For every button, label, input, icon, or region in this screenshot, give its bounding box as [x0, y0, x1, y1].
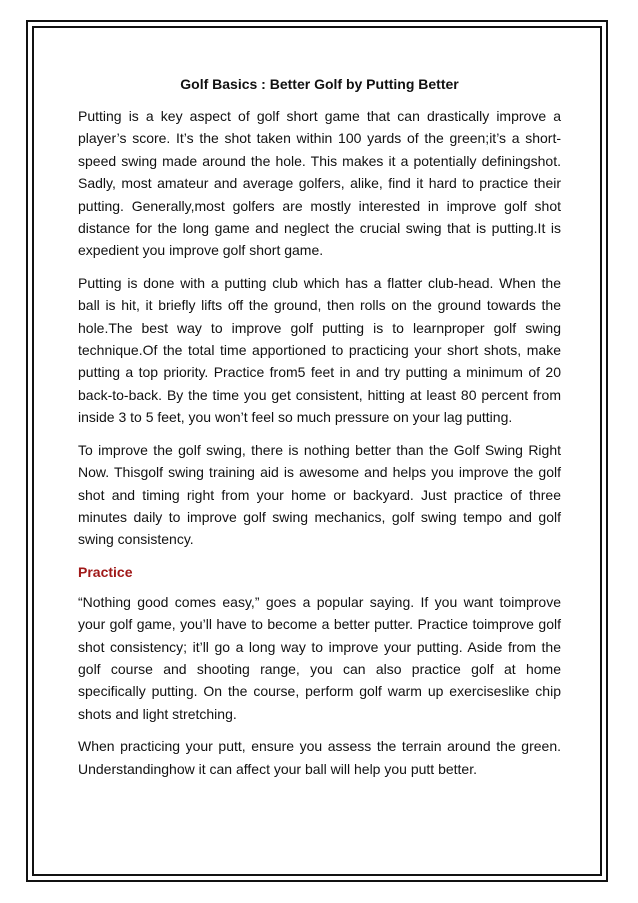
- paragraph-putting-technique: Putting is done with a putting club which has a flatter club-head. When the ball is hit, it briefly lifts off the ground, then rolls on the ground towards the hole.The best way to improve golf putting is to learnproper golf swing technique.Of the total time apportioned to practicing your short shots, make putting a top priority. Practice from5 feet in and try putting a minimum of 20 back-to-back. By the time you get consistent, hitting at least 80 percent from inside 3 to 5 feet, you won’t feel so much pressure on your lag putting.: [78, 274, 561, 426]
- section-heading-practice: Practice: [78, 563, 133, 580]
- document-body: [78, 74, 561, 790]
- paragraph-putting-intro: Putting is a key aspect of golf short game that can drastically improve a player’s score. It’s the shot taken within 100 yards of the green;it’s a short-speed swing made around the hole. This makes it a potentially definingshot. Sadly, most amateur and average golfers, alike, find it hard to practice their putting. Generally,most golfers are mostly interested in improve golf shot distance for the long game and neglect the crucial swing that is putting.It is expedient you improve golf short game.: [78, 108, 561, 259]
- paragraph-golf-swing: To improve the golf swing, there is nothing better than the Golf Swing Right Now. Thisgolf swing training aid is awesome and helps you improve the golf shot and timing right from your home or backyard. Just practice of three minutes daily to improve golf swing mechanics, golf swing tempo and golf swing consistency.: [78, 441, 561, 548]
- paragraph-practice-terrain: When practicing your putt, ensure you assess the terrain around the green. Understandinghow it can affect your ball will help you putt better.: [78, 738, 561, 777]
- paragraph-practice: “Nothing good comes easy,” goes a popular saying. If you want toimprove your golf game, you’ll have to become a better putter. Practice toimprove golf shot consistency; it’ll go a long way to improve your putting. Aside from the golf course and shooting range, you can also practice golf at home specifically putting. On the course, perform golf warm up exerciseslike chip shots and light stretching.: [78, 593, 561, 722]
- document-title: Golf Basics : Better Golf by Putting Better: [180, 76, 459, 92]
